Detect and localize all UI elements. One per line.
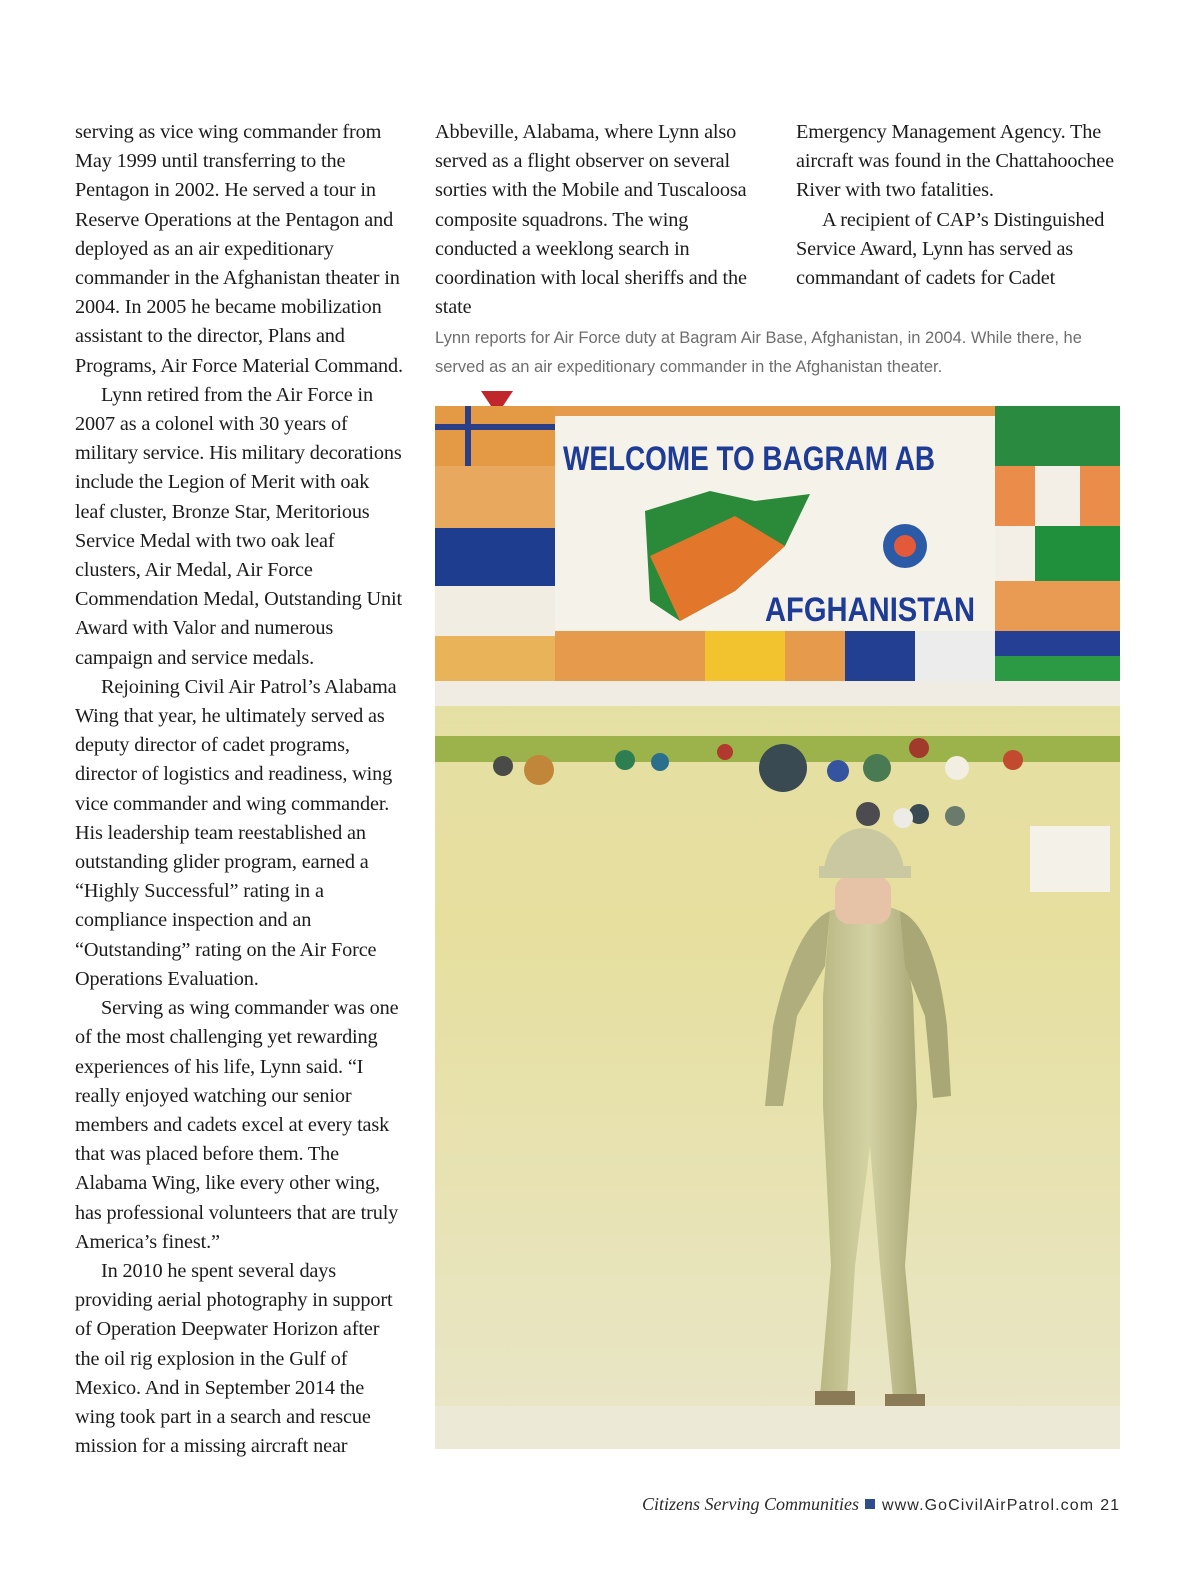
sign-welcome-text: WELCOME TO BAGRAM AB: [563, 440, 935, 478]
sign-country-text: AFGHANISTAN: [765, 591, 975, 629]
body-paragraph: Emergency Management Agency. The aircraft was found in the Chattahoochee River with two fatalities.: [796, 121, 1114, 202]
body-paragraph: Abbeville, Alabama, where Lynn also served as a flight observer on several sorties with the Mobile and Tuscaloosa composite squadrons. The wing conducted a weeklong search in coordination with local sheriffs and the state: [435, 121, 747, 319]
body-paragraph: serving as vice wing commander from May 1999 until transferring to the Pentagon in 2002. He served a tour in Reserve Operations at the Pentagon and deployed as an air expeditionary commander in the Afghanistan theater in 2004. In 2005 he became mobilization assistant to the director, Plans and Programs, Air Force Material Command.: [75, 121, 403, 377]
body-paragraph: Serving as wing commander was one of the most challenging yet rewarding experiences of his life, Lynn said. “I really enjoyed watching our senior members and cadets excel at every task that was placed before them. The Alabama Wing, like every other wing, has professional volunteers that are truly America’s finest.”: [75, 997, 399, 1253]
body-paragraph: A recipient of CAP’s Distinguished Service Award, Lynn has served as commandant of cadets for Cadet: [796, 208, 1105, 290]
page-footer: [642, 1494, 1120, 1515]
photo-caption: Lynn reports for Air Force duty at Bagram Air Base, Afghanistan, in 2004. While there, he served as an air expeditionary commander in the Afghanistan theater.: [435, 329, 1082, 376]
body-paragraph: Rejoining Civil Air Patrol’s Alabama Wing that year, he ultimately served as deputy director of cadet programs, director of logistics and readiness, wing vice commander and wing commander. His leadership team reestablished an outstanding glider program, earned a “Highly Successful” rating in a compliance inspection and an “Outstanding” rating on the Air Force Operations Evaluation.: [75, 675, 397, 990]
article-column-3: [796, 118, 1126, 293]
page-number: 21: [1100, 1497, 1120, 1514]
bagram-photo: [435, 406, 1120, 1449]
footer-tagline: Citizens Serving Communities: [641, 1494, 859, 1514]
article-column-1: [75, 118, 403, 1461]
body-paragraph: In 2010 he spent several days providing aerial photography in support of Operation Deepwater Horizon after the oil rig explosion in the Gulf of Mexico. And in September 2014 the wing took part in a search and rescue mission for a missing aircraft near: [75, 1259, 393, 1458]
footer-square-icon: [865, 1499, 875, 1509]
footer-url: www.GoCivilAirPatrol.com: [881, 1497, 1095, 1514]
body-paragraph: Lynn retired from the Air Force in 2007 as a colonel with 30 years of military service. His military decorations include the Legion of Merit with oak leaf cluster, Bronze Star, Meritorious Service Medal with two oak leaf clusters, Air Medal, Air Force Commendation Medal, Outstanding Unit Award with Valor and numerous campaign and service medals.: [75, 383, 402, 669]
article-column-2: [435, 118, 765, 322]
